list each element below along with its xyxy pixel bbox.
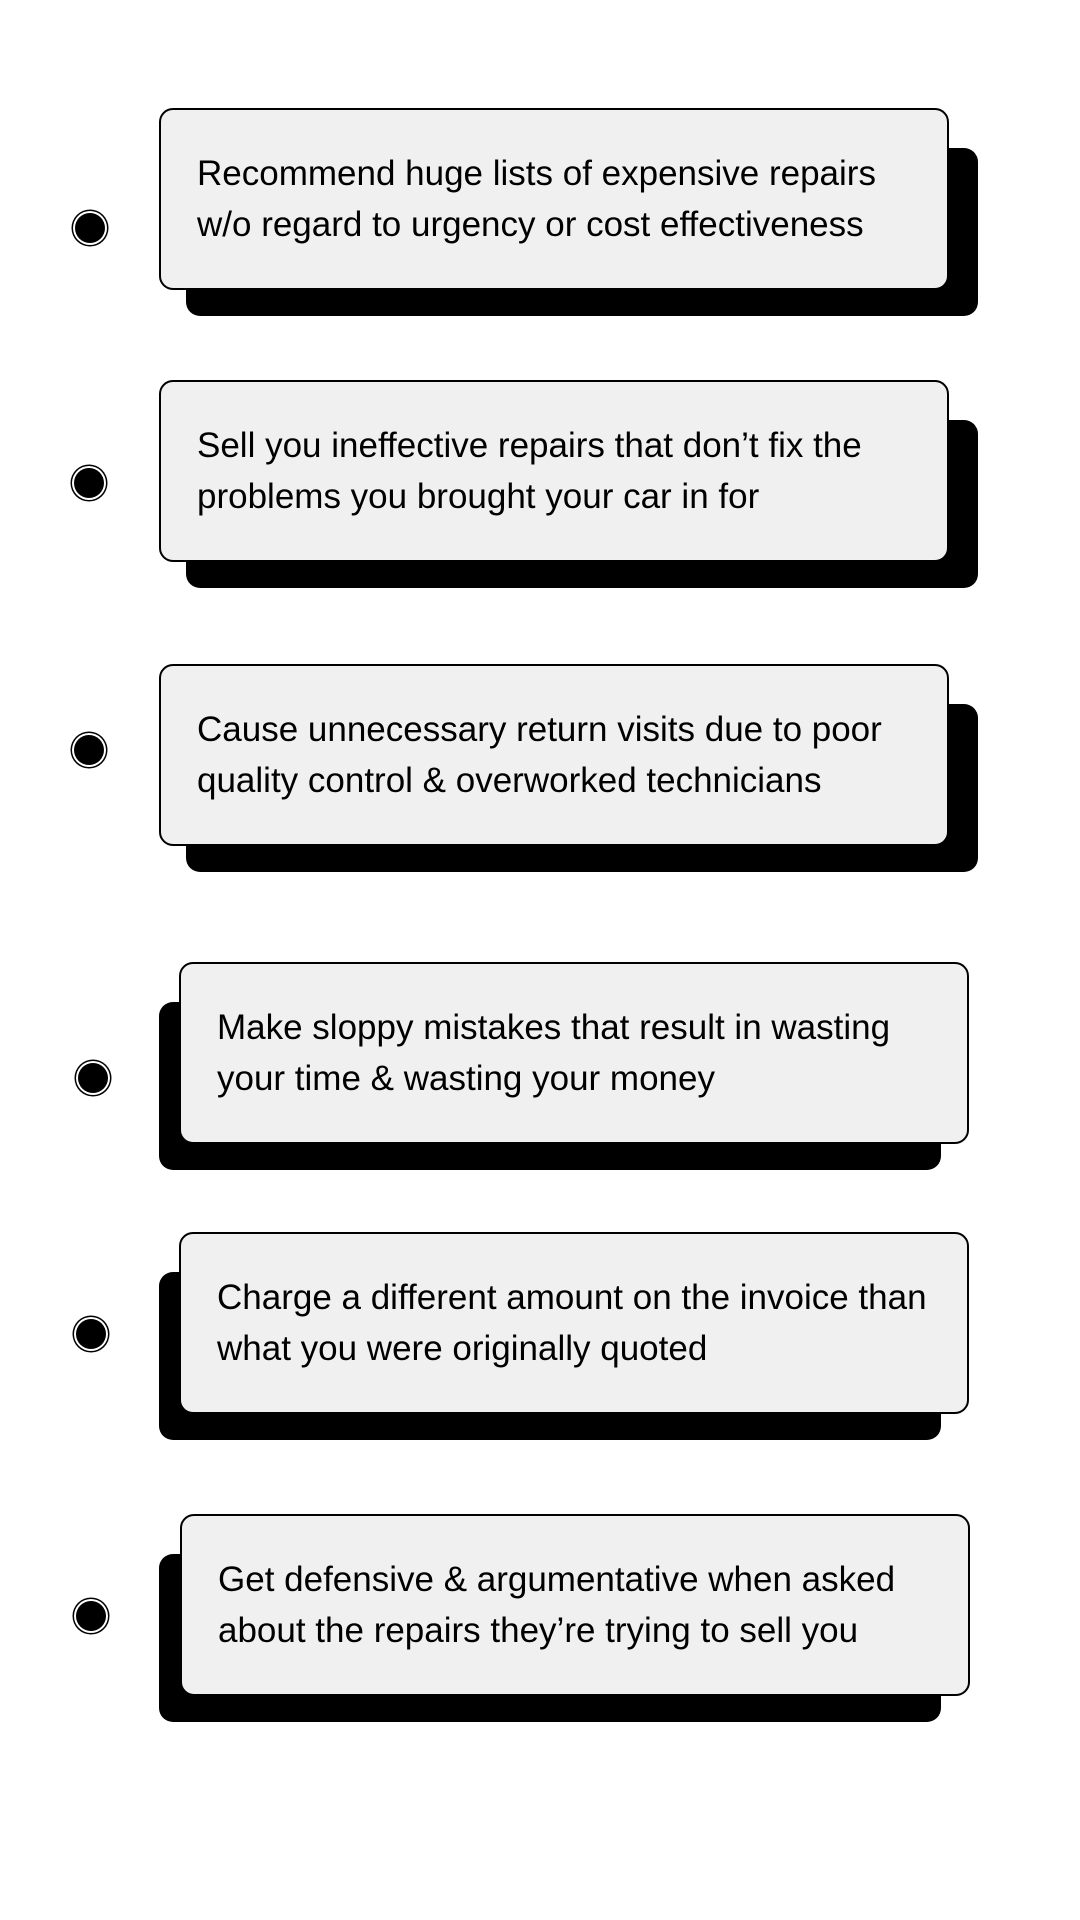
list-item	[0, 380, 1080, 640]
card	[159, 664, 949, 846]
bullet-icon	[78, 1063, 108, 1093]
bullet-icon	[76, 1319, 106, 1349]
card-text: Recommend huge lists of expensive repairs w/o regard to urgency or cost effectiveness	[197, 154, 876, 244]
card-text: Get defensive & argumentative when asked about the repairs they’re trying to sell you	[218, 1560, 896, 1650]
list-item	[0, 108, 1080, 368]
list-item	[0, 1232, 1080, 1492]
bullet-icon	[75, 213, 105, 243]
card	[179, 962, 969, 1144]
card	[180, 1514, 970, 1696]
card-text: Charge a different amount on the invoice than what you were originally quoted	[217, 1278, 927, 1368]
card-text: Make sloppy mistakes that result in wasting your time & wasting your money	[217, 1008, 891, 1098]
card-text: Cause unnecessary return visits due to poor quality control & overworked technicians	[197, 710, 882, 800]
bullet-icon	[74, 468, 104, 498]
card	[159, 380, 949, 562]
card-text: Sell you ineffective repairs that don’t fix the problems you brought your car in for	[197, 426, 862, 516]
card	[159, 108, 949, 290]
bullet-icon	[76, 1601, 106, 1631]
list-item	[0, 664, 1080, 924]
list-item	[0, 1514, 1080, 1774]
list-item	[0, 962, 1080, 1222]
card	[179, 1232, 969, 1414]
bullet-icon	[74, 735, 104, 765]
